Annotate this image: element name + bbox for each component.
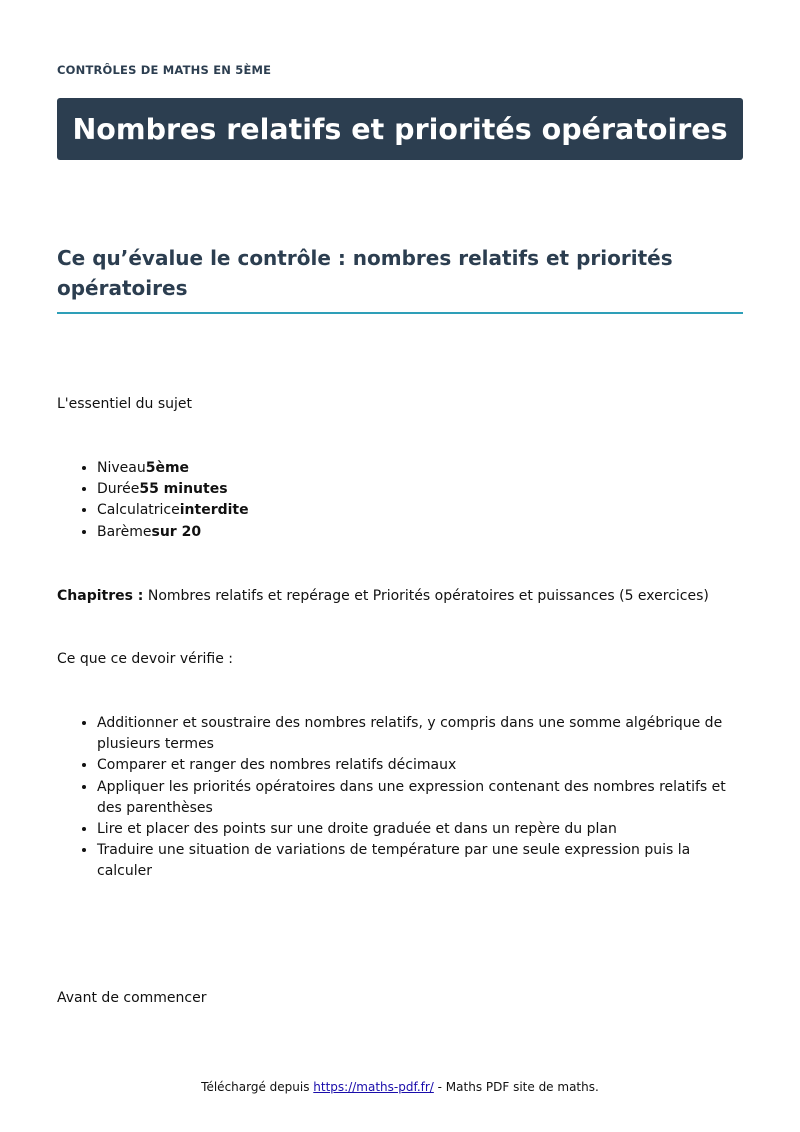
summary-item-value: sur 20 [151,523,202,540]
avant-label: Avant de commencer [57,990,207,1006]
chapitres-text: Nombres relatifs et repérage et Priorités opératoires et puissances (5 exercices) [143,588,709,604]
page-title: Nombres relatifs et priorités opératoires [72,112,728,146]
summary-item-bareme [97,522,249,543]
title-banner [57,98,743,160]
footer-prefix: Téléchargé depuis [201,1080,314,1094]
summary-list [57,458,249,543]
summary-item-value: interdite [179,502,249,519]
summary-item-value: 5ème [145,460,190,476]
chapitres-label: Chapitres : [57,588,144,604]
list-item: • Lire et placer des points sur une droite graduée et dans un repère du plan [97,819,743,840]
series-kicker: CONTRÔLES DE MATHS EN 5ÈME [57,63,272,77]
section-heading: Ce qu’évalue le contrôle : nombres relatifs et priorités opératoires [57,243,743,314]
list-item: • Additionner et soustraire des nombres relatifs, y compris dans une somme algébrique de plusieurs termes [97,713,743,755]
summary-item-label: Niveau [97,460,146,476]
list-item: • Appliquer les priorités opératoires dans une expression contenant des nombres relatifs et des parenthèses [97,777,743,819]
summary-item-calculatrice [97,500,249,521]
list-item: • Traduire une situation de variations de température par une seule expression puis la calculer [97,840,743,882]
summary-item-label: Durée [97,481,140,498]
list-item: • Comparer et ranger des nombres relatifs décimaux [97,755,743,776]
essentiel-label: L'essentiel du sujet [57,396,193,412]
summary-item-niveau [97,458,249,479]
summary-item-duree [97,479,249,500]
footer-suffix: - Maths PDF site de maths. [433,1080,599,1094]
footer-link[interactable]: https://maths-pdf.fr/ [313,1080,434,1094]
summary-item-value: 55 minutes [139,481,228,498]
chapitres-line [57,586,709,607]
verifie-label: Ce que ce devoir vérifie : [57,651,234,667]
objectives-list [57,713,743,883]
summary-item-label: Barème [97,523,152,540]
page-footer [0,1080,800,1094]
summary-item-label: Calculatrice [97,502,180,519]
